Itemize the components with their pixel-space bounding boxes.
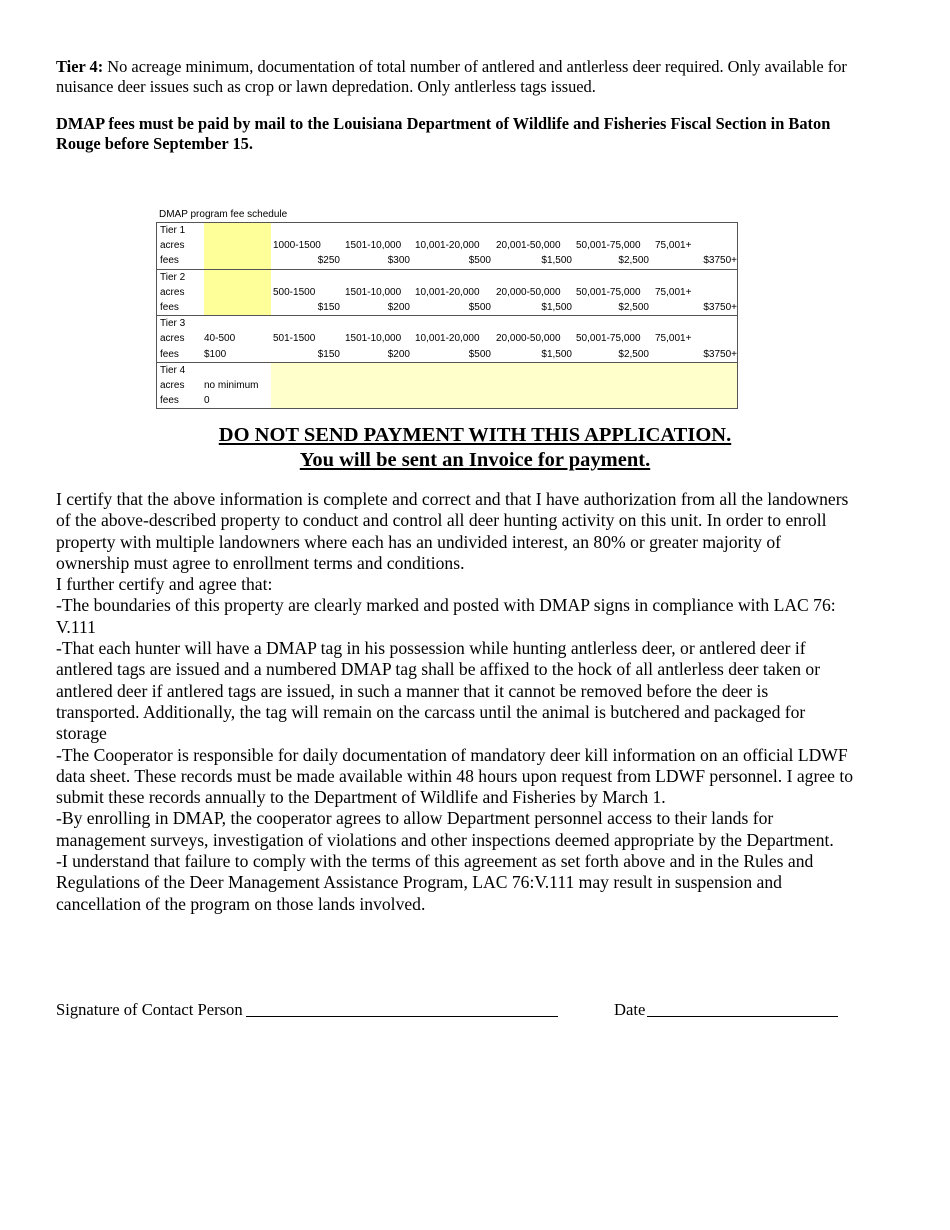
acres-label: acres [160,286,185,298]
fees-cell: 0 [204,395,210,407]
fees-cell: $2,500 [618,301,649,313]
fees-cell: $1,500 [541,348,572,360]
fee-tier-group [157,269,737,316]
date-label: Date [614,1000,646,1019]
date-line[interactable] [647,1016,838,1017]
fee-table-row [157,223,737,238]
signature-line[interactable] [246,1016,558,1017]
fees-cell: $1,500 [541,255,572,267]
payment-notice-line2: You will be sent an Invoice for payment. [299,449,651,471]
fees-cell: $100 [204,348,227,360]
certification-text [56,489,856,915]
fees-cell: $150 [317,348,340,360]
fee-grid [156,222,738,409]
cert-paragraph: -By enrolling in DMAP, the cooperator agrees to allow Department personnel access to their lands for management surveys, investigation of violations and other inspections deemed appropriate by the Department. [56,808,834,850]
cert-paragraph: -I understand that failure to comply with the terms of this agreement as set forth above and in the Rules and Regulations of the Deer Management Assistance Program, LAC 76:V.111 may result in suspension and cancellation of the program on those lands involved. [56,851,814,914]
acres-cell: 20,001-50,000 [496,240,561,252]
acres-label: acres [160,333,185,345]
acres-cell: 75,001+ [655,286,692,298]
acres-cell: no minimum [204,379,259,391]
acres-cell: 75,001+ [655,240,692,252]
acres-cell: 10,001-20,000 [415,286,480,298]
tier-name: Tier 2 [160,271,186,283]
fee-table-row [157,378,737,393]
fees-cell: $1,500 [541,301,572,313]
fee-table-caption: DMAP program fee schedule [159,209,288,220]
acres-cell: 50,001-75,000 [576,286,641,298]
acres-cell: 1501-10,000 [345,286,402,298]
fee-table-row [157,316,737,331]
fees-cell: $300 [387,255,410,267]
fees-cell: $250 [317,255,340,267]
fees-cell: $2,500 [618,255,649,267]
tier-name: Tier 4 [160,364,186,376]
fees-cell: $3750+ [703,255,737,267]
acres-cell: 40-500 [204,333,236,345]
tier4-note [56,57,856,96]
tier-name: Tier 1 [160,225,186,236]
acres-cell: 10,001-20,000 [415,333,480,345]
fees-cell: $200 [387,301,410,313]
cert-paragraph: -That each hunter will have a DMAP tag in his possession while hunting antlerless deer, or antlered deer if antlered tags are issued and a numbered DMAP tag shall be affixed to the hock of all antlerless deer taken or antlered deer if antlered tags are issued, in such a manner that it cannot be removed before the deer is transported. Additionally, the tag will remain on the carcass until the animal is butchered and packaged for storage [56,638,821,744]
fees-cell: $150 [317,301,340,313]
acres-cell: 500-1500 [273,286,316,298]
fee-table-row [157,393,737,408]
fees-label: fees [160,301,179,313]
fees-cell: $500 [468,255,491,267]
acres-cell: 20,000-50,000 [496,333,561,345]
fees-cell: $3750+ [703,348,737,360]
fee-table-row [157,347,737,362]
acres-cell: 501-1500 [273,333,316,345]
fees-label: fees [160,255,179,267]
acres-cell: 1000-1500 [273,240,321,252]
signature-label: Signature of Contact Person [56,1000,243,1019]
tier-name: Tier 3 [160,318,186,330]
cert-paragraph: -The Cooperator is responsible for daily documentation of mandatory deer kill information on an official LDWF data sheet. These records must be made available within 48 hours upon request from LDWF personnel. I agree to submit these records annually to the Department of Wildlife and Fisheries by March 1. [56,744,854,808]
acres-label: acres [160,379,185,391]
fees-cell: $500 [468,348,491,360]
acres-cell: 10,001-20,000 [415,240,480,252]
tier4-label: Tier 4: [56,57,104,76]
fee-table-row [157,300,737,315]
cert-paragraph: I certify that the above information is complete and correct and that I have authorization from all the landowners of the above-described property to conduct and control all deer hunting activity on this unit. In order to enroll property with multiple landowners where each has an undivided interest, an 80% or greater majority of ownership must agree to enrollment terms and conditions. [56,489,849,573]
fees-cell: $200 [387,348,410,360]
fees-cell: $3750+ [703,301,737,313]
cert-paragraph: -The boundaries of this property are clearly marked and posted with DMAP signs in compliance with LAC 76: V.111 [56,595,836,637]
fees-label: fees [160,348,179,360]
acres-cell: 50,001-75,000 [576,240,641,252]
acres-cell: 20,000-50,000 [496,286,561,298]
acres-cell: 1501-10,000 [345,333,402,345]
fee-table-row [157,270,737,285]
fee-tier-group [157,362,737,409]
fee-table-row [157,253,737,268]
acres-label: acres [160,240,185,252]
payment-notice [0,423,950,473]
fee-tier-group [157,315,737,362]
fee-table-row [157,363,737,378]
fees-cell: $500 [468,301,491,313]
cert-paragraph: I further certify and agree that: [56,574,273,595]
acres-cell: 50,001-75,000 [576,333,641,345]
acres-cell: 1501-10,000 [345,240,402,252]
payment-notice-line1: DO NOT SEND PAYMENT WITH THIS APPLICATION. [218,424,732,446]
fee-table-row [157,285,737,300]
fee-table-row [157,331,737,346]
acres-cell: 75,001+ [655,333,692,345]
fee-table-row [157,238,737,253]
tier4-text: No acreage minimum, documentation of total number of antlered and antlerless deer required. Only available for nuisance deer issues such as crop or lawn depredation. Only antlerless tags issued. [56,57,847,96]
fees-cell: $2,500 [618,348,649,360]
fees-label: fees [160,395,179,407]
fee-tier-group [157,223,737,269]
fees-mail-notice: DMAP fees must be paid by mail to the Louisiana Department of Wildlife and Fisheries Fiscal Section in Baton Rouge before September 15. [56,114,831,153]
fee-schedule-table [156,207,738,409]
